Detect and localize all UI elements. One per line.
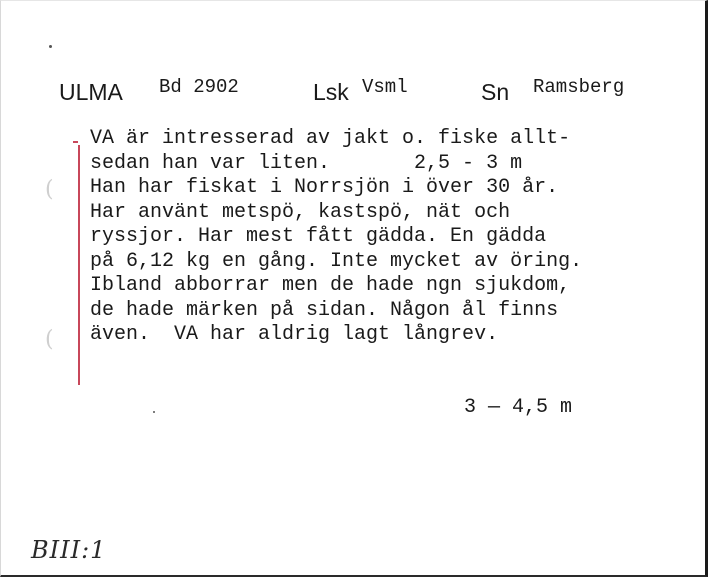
depth-range: 3 — 4,5 m (464, 396, 573, 419)
record-text (90, 127, 582, 348)
text-line: sedan han var liten. 2,5 - 3 m (90, 151, 523, 175)
speck (49, 45, 52, 48)
text-line: på 6,12 kg en gång. Inte mycket av öring. (90, 249, 583, 273)
parish-value: Ramsberg (533, 76, 625, 98)
archive-code: BIII:1 (31, 536, 107, 564)
parish-label: Sn (481, 79, 510, 105)
county-value: Vsml (362, 76, 408, 98)
faint-paren-mark: ( (45, 327, 54, 352)
text-line: de hade märken på sidan. Någon ål finns (90, 298, 559, 322)
speck (153, 411, 155, 413)
county-label: Lsk (313, 79, 349, 105)
volume-number: Bd 2902 (159, 76, 239, 98)
text-line: Har använt metspö, kastspö, nät och (90, 200, 511, 224)
text-line: ryssjor. Har mest fått gädda. En gädda (90, 225, 547, 248)
text-line: Han har fiskat i Norrsjön i över 30 år. (90, 176, 559, 199)
text-line: även. VA har aldrig lagt långrev. (90, 323, 499, 346)
text-line: VA är intresserad av jakt o. fiske allt- (90, 127, 571, 150)
faint-paren-mark: ( (45, 177, 54, 202)
margin-tick (73, 141, 78, 143)
text-line: Ibland abborrar men de hade ngn sjukdom, (90, 274, 571, 297)
card-header (1, 71, 705, 105)
red-margin-line (78, 145, 80, 385)
informant-name: ULMA (59, 79, 123, 105)
